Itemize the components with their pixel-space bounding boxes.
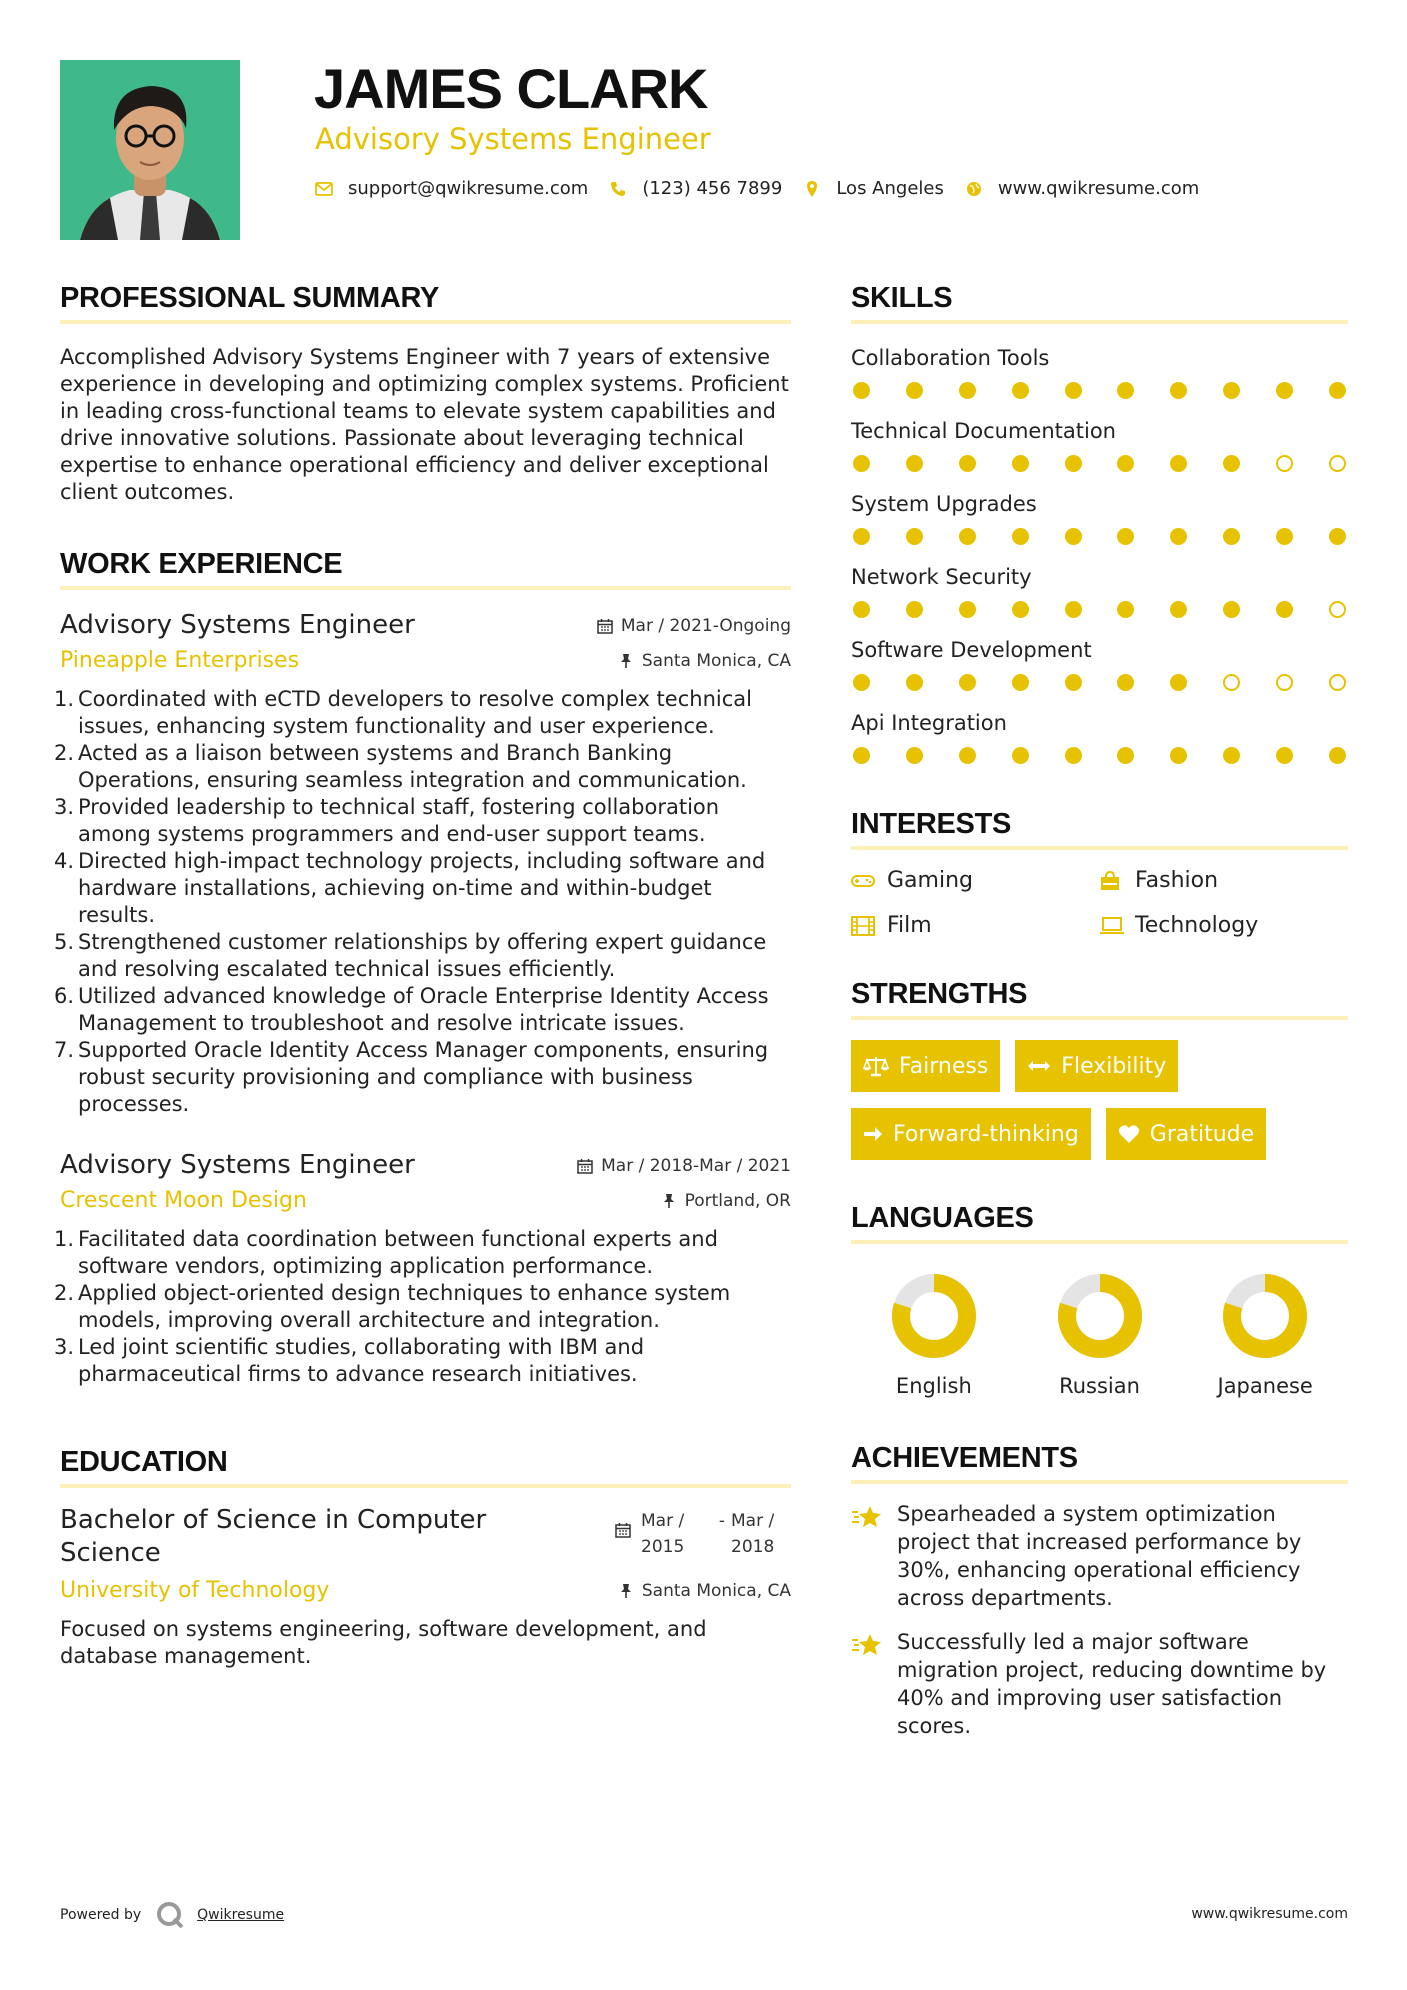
rating-dot-filled: [1012, 455, 1029, 472]
company-name: Crescent Moon Design: [60, 1188, 307, 1213]
rating-dot-filled: [1276, 528, 1293, 545]
interest-item: [1099, 868, 1347, 893]
edu-end-month: Mar /: [731, 1511, 775, 1531]
interests-section: [851, 804, 1348, 938]
skills-list: [851, 344, 1348, 764]
shopping-bag-icon: [1099, 870, 1125, 892]
rating-dot-filled: [1223, 455, 1240, 472]
job-date: [577, 1156, 791, 1176]
arrow-right-icon: [863, 1125, 883, 1143]
interest-label: Film: [887, 913, 932, 938]
list-item: 1. Coordinated with eCTD developers to resolve complex technical issues, enhancing system functionality and user experience.: [54, 687, 752, 738]
skill-item: [851, 636, 1348, 691]
strength-label: Gratitude: [1149, 1121, 1255, 1147]
interests-heading: INTERESTS: [851, 808, 1012, 840]
language-donut: [892, 1274, 976, 1358]
company-name: Pineapple Enterprises: [60, 648, 300, 673]
edu-start-month: Mar /: [641, 1511, 685, 1531]
list-item: 2. Applied object-oriented design techniques to enhance system models, improving overall architecture and integration.: [54, 1281, 731, 1332]
education-section: [60, 1442, 791, 1670]
rating-dot-filled: [1276, 747, 1293, 764]
job-location: [663, 1191, 791, 1211]
rating-dot-filled: [906, 528, 923, 545]
calendar-icon: [615, 1522, 631, 1538]
list-item: 1. Facilitated data coordination between functional experts and software vendors, optimizing application performance.: [54, 1227, 718, 1278]
job-entry: [54, 1148, 791, 1388]
phone-icon: [608, 179, 628, 199]
interest-item: [851, 913, 1099, 938]
job-date: [597, 616, 791, 636]
rating-dot-filled: [853, 528, 870, 545]
rating-dot-filled: [853, 382, 870, 399]
skill-item: [851, 490, 1348, 545]
skill-name: Api Integration: [851, 711, 1007, 735]
job-title: Advisory Systems Engineer: [60, 610, 415, 640]
rating-dot-filled: [906, 674, 923, 691]
rating-dot-filled: [906, 455, 923, 472]
skill-item: [851, 709, 1348, 764]
experience-heading: WORK EXPERIENCE: [60, 548, 343, 580]
skill-rating: [851, 528, 1348, 545]
gamepad-icon: [851, 874, 877, 888]
achievement-item: [851, 1628, 1348, 1740]
rating-dot-filled: [906, 747, 923, 764]
rating-dot-filled: [1276, 382, 1293, 399]
contact-website[interactable]: [964, 178, 1199, 199]
rating-dot-filled: [1329, 747, 1346, 764]
skill-rating: [851, 455, 1348, 472]
languages-heading: LANGUAGES: [851, 1202, 1034, 1234]
contact-website-text: www.qwikresume.com: [997, 178, 1200, 199]
skill-item: [851, 417, 1348, 472]
section-divider: [60, 1484, 791, 1488]
rating-dot-filled: [1223, 601, 1240, 618]
interest-label: Technology: [1135, 913, 1259, 938]
language-item: [1017, 1274, 1183, 1398]
section-divider: [851, 1240, 1348, 1244]
job-location-text: Santa Monica, CA: [641, 651, 791, 671]
skill-rating: [851, 747, 1348, 764]
edu-date-separator: -: [718, 1511, 725, 1531]
rating-dot-empty: [1223, 674, 1240, 691]
skill-name: Technical Documentation: [851, 419, 1116, 443]
list-item: 4. Directed high-impact technology projects, including software and hardware installations, achieving on-time and within-budget results.: [54, 849, 766, 927]
strength-tag: [851, 1108, 1091, 1160]
skill-rating: [851, 674, 1348, 691]
arrows-horizontal-icon: [1027, 1060, 1051, 1072]
strength-label: Flexibility: [1061, 1053, 1167, 1079]
rating-dot-filled: [1170, 747, 1187, 764]
rating-dot-filled: [853, 455, 870, 472]
star-badge-icon: [851, 1504, 885, 1530]
pushpin-icon: [620, 653, 632, 669]
rating-dot-filled: [1276, 601, 1293, 618]
strength-tag: [851, 1040, 1000, 1092]
qwikresume-link[interactable]: Qwikresume: [197, 1907, 285, 1923]
rating-dot-filled: [1170, 674, 1187, 691]
skill-item: [851, 563, 1348, 618]
rating-dot-filled: [1065, 382, 1082, 399]
language-name: Russian: [1059, 1374, 1140, 1398]
language-name: English: [895, 1374, 972, 1398]
rating-dot-filled: [1065, 601, 1082, 618]
candidate-title: Advisory Systems Engineer: [315, 122, 711, 156]
qwikresume-logo-icon: [155, 1900, 185, 1930]
footer-powered-by: [60, 1900, 284, 1930]
section-divider: [60, 586, 791, 590]
footer-website[interactable]: www.qwikresume.com: [1191, 1906, 1348, 1922]
skill-name: Network Security: [851, 565, 1032, 589]
rating-dot-filled: [959, 382, 976, 399]
rating-dot-filled: [906, 601, 923, 618]
contact-email[interactable]: [314, 178, 588, 199]
rating-dot-filled: [1223, 382, 1240, 399]
skill-item: [851, 344, 1348, 399]
rating-dot-filled: [1065, 674, 1082, 691]
rating-dot-filled: [1170, 455, 1187, 472]
language-name: Japanese: [1217, 1374, 1313, 1398]
globe-icon: [964, 179, 984, 199]
rating-dot-filled: [959, 455, 976, 472]
skills-heading: SKILLS: [851, 282, 953, 314]
languages-section: [851, 1198, 1348, 1398]
strength-label: Fairness: [899, 1053, 989, 1079]
rating-dot-filled: [959, 528, 976, 545]
rating-dot-filled: [1170, 528, 1187, 545]
school-location-text: Santa Monica, CA: [641, 1581, 791, 1601]
edu-start-year: 2015: [641, 1537, 685, 1557]
rating-dot-empty: [1329, 674, 1346, 691]
candidate-name: JAMES CLARK: [314, 57, 708, 120]
rating-dot-filled: [1170, 382, 1187, 399]
rating-dot-filled: [1329, 382, 1346, 399]
film-icon: [851, 916, 877, 936]
strength-tag: [1015, 1040, 1178, 1092]
achievements-section: [851, 1438, 1348, 1740]
section-divider: [851, 1480, 1348, 1484]
calendar-icon: [577, 1158, 593, 1174]
rating-dot-filled: [1012, 601, 1029, 618]
job-location: [620, 651, 791, 671]
section-divider: [851, 320, 1348, 324]
job-title: Advisory Systems Engineer: [60, 1150, 415, 1180]
rating-dot-filled: [1117, 674, 1134, 691]
school-location: [620, 1581, 791, 1601]
school-name: University of Technology: [60, 1578, 330, 1603]
strength-label: Forward-thinking: [893, 1121, 1079, 1147]
contact-phone[interactable]: [608, 178, 782, 199]
skills-section: [851, 278, 1348, 764]
language-donut: [1223, 1274, 1307, 1358]
strengths-heading: STRENGTHS: [851, 978, 1028, 1010]
rating-dot-empty: [1276, 674, 1293, 691]
skill-rating: [851, 382, 1348, 399]
summary-text: Accomplished Advisory Systems Engineer with 7 years of extensive experience in developing and optimizing complex systems. Proficient in leading cross-functional teams to elevate system capabilities and drive innovative solutions. Passionate about leveraging technical expertise to enhance operational efficiency and deliver exceptional client outcomes.: [60, 345, 789, 504]
rating-dot-filled: [1012, 674, 1029, 691]
language-item: [851, 1274, 1017, 1398]
rating-dot-filled: [1065, 455, 1082, 472]
strengths-section: [851, 974, 1348, 1176]
list-item: 5. Strengthened customer relationships by offering expert guidance and resolving escalated technical issues efficiently.: [54, 930, 767, 981]
rating-dot-filled: [1117, 528, 1134, 545]
skill-rating: [851, 601, 1348, 618]
interest-label: Gaming: [887, 868, 973, 893]
rating-dot-filled: [1170, 601, 1187, 618]
left-column: [54, 278, 791, 1670]
skill-name: System Upgrades: [851, 492, 1037, 516]
star-badge-icon: [851, 1632, 885, 1658]
edu-end-year: 2018: [731, 1537, 775, 1557]
rating-dot-filled: [959, 674, 976, 691]
languages-list: [851, 1274, 1348, 1398]
pushpin-icon: [620, 1583, 632, 1599]
rating-dot-filled: [1065, 528, 1082, 545]
section-divider: [60, 320, 791, 324]
achievement-text: Successfully led a major software migration project, reducing downtime by 40% and improving user satisfaction scores.: [897, 1630, 1327, 1738]
rating-dot-filled: [959, 601, 976, 618]
rating-dot-empty: [1276, 455, 1293, 472]
rating-dot-empty: [1329, 455, 1346, 472]
contact-location: [802, 178, 944, 199]
interest-item: [851, 868, 1099, 893]
rating-dot-filled: [1012, 747, 1029, 764]
profile-photo: [60, 60, 240, 240]
education-heading: EDUCATION: [60, 1446, 228, 1478]
summary-section: [60, 278, 791, 506]
rating-dot-filled: [1329, 528, 1346, 545]
language-donut: [1058, 1274, 1142, 1358]
rating-dot-filled: [853, 747, 870, 764]
rating-dot-filled: [1012, 382, 1029, 399]
summary-heading: PROFESSIONAL SUMMARY: [60, 282, 440, 314]
rating-dot-filled: [1117, 747, 1134, 764]
skill-name: Collaboration Tools: [851, 346, 1050, 370]
job-location-text: Portland, OR: [684, 1191, 791, 1211]
list-item: 3. Led joint scientific studies, collaborating with IBM and pharmaceutical firms to advance research initiatives.: [54, 1335, 645, 1386]
job-date-text: Mar / 2021-Ongoing: [620, 616, 791, 636]
contact-phone-text: (123) 456 7899: [642, 178, 783, 199]
job-entry: [54, 608, 791, 1118]
rating-dot-filled: [853, 601, 870, 618]
list-item: 3. Provided leadership to technical staff, fostering collaboration among systems programmers and end-user support teams.: [54, 795, 720, 846]
envelope-icon: [314, 179, 334, 199]
rating-dot-filled: [1012, 528, 1029, 545]
list-item: 6. Utilized advanced knowledge of Oracle Enterprise Identity Access Management to troubleshoot and resolve intricate issues.: [54, 984, 769, 1035]
heart-icon: [1118, 1124, 1140, 1144]
degree-title: Bachelor of Science in Computer Science: [60, 1505, 487, 1568]
skill-name: Software Development: [851, 638, 1092, 662]
education-dates: [615, 1508, 791, 1560]
balance-scale-icon: [863, 1055, 889, 1077]
rating-dot-filled: [1117, 601, 1134, 618]
calendar-icon: [597, 618, 613, 634]
experience-section: [54, 544, 791, 1388]
rating-dot-filled: [1065, 747, 1082, 764]
strength-tag: [1106, 1108, 1266, 1160]
rating-dot-filled: [853, 674, 870, 691]
section-divider: [851, 846, 1348, 850]
language-item: [1182, 1274, 1348, 1398]
achievements-heading: ACHIEVEMENTS: [851, 1442, 1078, 1474]
rating-dot-filled: [1223, 747, 1240, 764]
list-item: 2. Acted as a liaison between systems and Branch Banking Operations, ensuring seamless integration and communication.: [54, 741, 747, 792]
section-divider: [851, 1016, 1348, 1020]
job-date-text: Mar / 2018-Mar / 2021: [601, 1156, 791, 1176]
education-description: Focused on systems engineering, software development, and database management.: [60, 1617, 707, 1668]
contact-bar: [314, 178, 1219, 199]
rating-dot-filled: [1117, 455, 1134, 472]
right-column: [851, 278, 1348, 1740]
pushpin-icon: [663, 1193, 675, 1209]
contact-location-text: Los Angeles: [836, 178, 944, 199]
achievement-text: Spearheaded a system optimization project that increased performance by 30%, enhancing operational efficiency across departments.: [897, 1502, 1302, 1610]
laptop-icon: [1099, 917, 1125, 935]
contact-email-text: support@qwikresume.com: [348, 178, 589, 199]
interest-item: [1099, 913, 1347, 938]
rating-dot-empty: [1329, 601, 1346, 618]
rating-dot-filled: [959, 747, 976, 764]
achievement-item: [851, 1500, 1348, 1612]
job-bullets: [54, 686, 791, 1118]
rating-dot-filled: [1117, 382, 1134, 399]
powered-by-label: Powered by: [60, 1907, 142, 1923]
rating-dot-filled: [1223, 528, 1240, 545]
job-bullets: [54, 1226, 791, 1388]
map-pin-icon: [802, 179, 822, 199]
interest-label: Fashion: [1135, 868, 1219, 893]
list-item: 7. Supported Oracle Identity Access Manager components, ensuring robust security provisioning and compliance with business processes.: [54, 1038, 769, 1116]
rating-dot-filled: [906, 382, 923, 399]
